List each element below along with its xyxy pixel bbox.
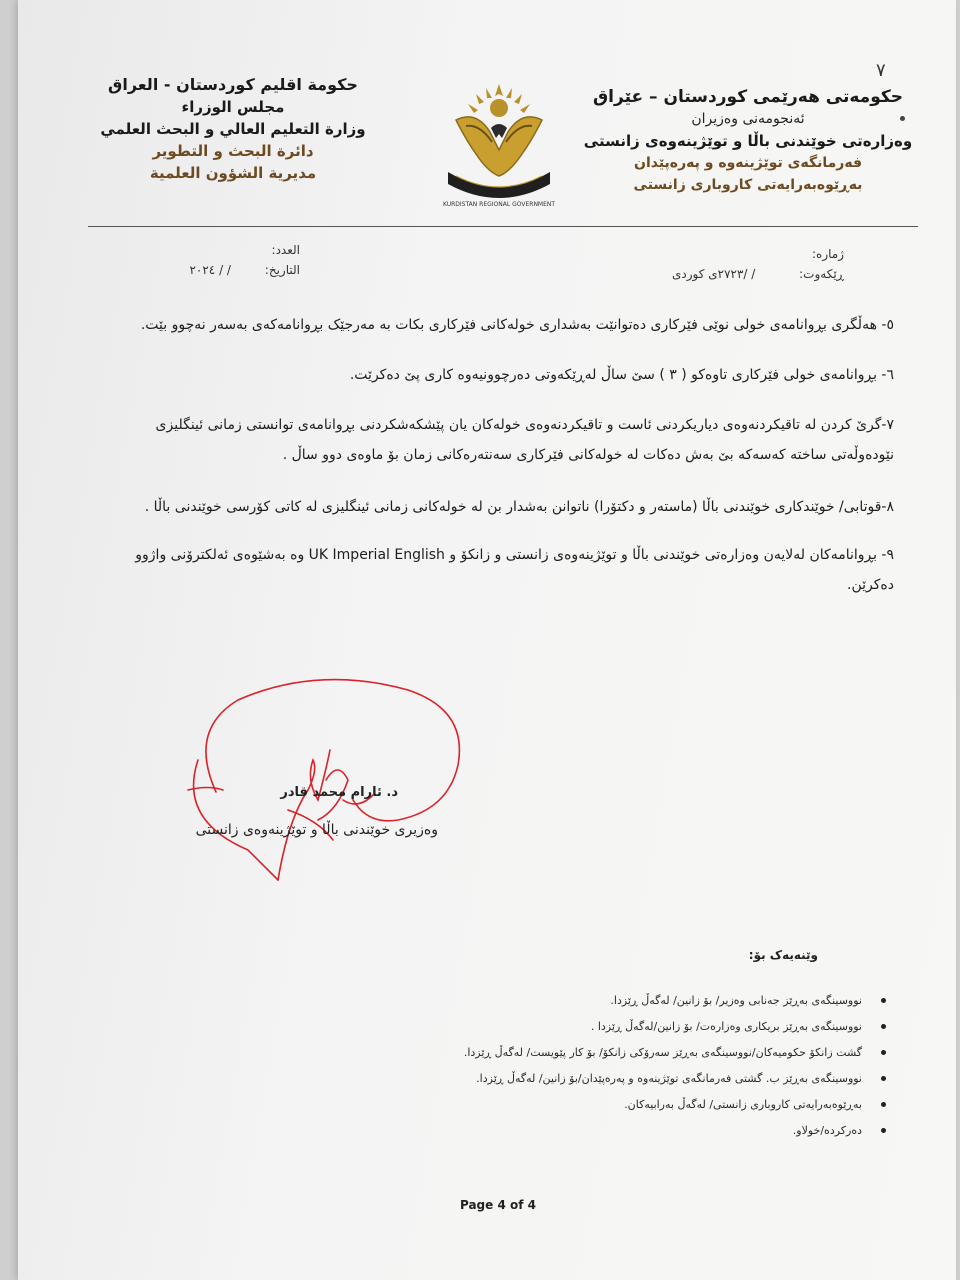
paragraph-9: ٩- بڕوانامەکان لەلایەن وەزارەتی خوێندنی باڵا و توێژینەوەی زانستی و زانکۆ و UK Imperial English وە بەشێوەی ئەلکترۆنی واژوو دەکرێن. [135,547,894,593]
signatory-name: د. ئارام محمد قادر [280,785,398,800]
bullet-icon [881,1050,886,1055]
page-label: Page [459,1198,494,1212]
copies-title: وێنەیەک بۆ: [748,948,818,962]
paragraph-5: ٥- هەڵگری بڕوانامەی خولی نوێی فێرکاری دەتوانێت بەشداری خولەکانی فێرکاری بکات بە مەرجێک بڕوانامەکەی بەسەر نەچوو بێت. [140,317,894,333]
header-ku-government: حکومەتی هەرێمی کوردستان – عێراق [592,87,903,107]
page-total: 4 [527,1198,537,1212]
number-label-ku: ژمارە: [811,247,844,261]
header-ar-department: مديرية الشؤون العلمية [149,164,317,182]
header-divider [88,226,918,227]
header-kurdish [578,86,918,196]
copies-item-text: نووسینگەی بەڕێز بریکاری وەزارەت/ بۆ زانین/لەگەڵ ڕێزدا . [590,1020,862,1033]
bullet-icon [881,1128,886,1133]
header-ku-council: ئەنجومەنی وەزیران [691,111,805,127]
header-ar-council: مجلس الوزراء [181,98,285,116]
bullet-icon [881,1102,886,1107]
header-ar-government: حكومة اقليم كوردستان - العراق [108,75,358,94]
paragraph-6: ٦- بڕوانامەی خولی فێرکاری تاوەکو ( ٣ ) سێ ساڵ لەڕێکەوتی دەرچوونیەوە کاری پێ دەکرێت. [349,367,894,383]
number-label-ar: العدد: [271,243,300,257]
copies-item [318,988,888,1014]
date-value-ku: / /٢٧٢٣ی کوردی [671,267,756,281]
copies-item [318,1040,888,1066]
header-ku-directorate: فەرمانگەی توێژینەوە و پەرەپێدان [634,155,862,171]
header-arabic [88,74,378,184]
bullet-icon [881,1076,886,1081]
page-footer [18,1198,960,1212]
kurdistan-emblem-icon [436,80,562,210]
emblem-caption: KURDISTAN REGIONAL GOVERNMENT [442,201,556,208]
copies-item-text: دەرکردە/خولاو. [792,1124,862,1137]
paragraph-7: ٧-گرێ کردن لە تاقیکردنەوەی دیاریکردنی ئاست و تاقیکردنەوەی خولەکان یان پێشکەشکردنی بڕوانامەی توانستی زمانی ئینگلیزی نێودەوڵەتی ساختە کەسەکە بێ بەش دەکات لە خولەکانی فێرکاری سەنتەرەکانی زمان بۆ ماوەی دوو ساڵ . [155,417,894,463]
copies-item-text: نووسینگەی بەڕێز جەنابی وەزیر/ بۆ زانین/ لەگەڵ ڕێزدا. [610,994,862,1007]
copies-item-text: بەڕێوەبەرایەتی کاروباری زانستی/ لەگەڵ بەرابیەکان. [624,1098,862,1111]
header-ku-ministry: وەزارەتی خوێندنی باڵا و توێژینەوەی زانستی [583,132,913,150]
copies-list [318,988,888,1144]
date-label-ku: ڕێکەوت: [799,267,844,281]
page-number: 4 [497,1198,506,1212]
copies-item [318,1118,888,1144]
bullet-icon [881,998,886,1003]
header-ku-department: بەڕێوەبەرایەتی کاروباری زانستی [633,177,863,193]
copies-item [318,1014,888,1040]
copies-item-text: نووسینگەی بەڕێز ب. گشتی فەرمانگەی توێژینەوە و پەرەپێدان/بۆ زانین/ لەگەڵ ڕێزدا. [476,1072,862,1085]
header-ar-ministry: وزارة التعليم العالي و البحث العلمي [100,120,366,138]
document-page [18,0,956,1280]
bullet-icon [881,1024,886,1029]
page-mark: ٧ [876,60,886,81]
header-ar-directorate: دائرة البحث و التطوير [152,142,314,160]
copies-item [318,1092,888,1118]
signatory-title: وەزیری خوێندنی باڵا و توێژینەوەی زانستی [195,822,438,838]
copies-item [318,1066,888,1092]
handwritten-signature [168,670,488,890]
date-value-ar: / / ٢٠٢٤ [189,263,231,277]
reference-kurdish [672,244,844,284]
copies-item-text: گشت زانکۆ حکومیەکان/نووسینگەی بەڕێز سەرۆکی زانکۆ/ بۆ کار پێویست/ لەگەڵ ڕێزدا. [463,1046,862,1059]
date-label-ar: التاريخ: [264,263,300,277]
paragraph-8: ٨-قوتابی/ خوێندکاری خوێندنی باڵا (ماستەر و دکتۆرا) ناتوانن بەشدار بن لە خولەکانی زمانی ئینگلیزی لە کاتی کۆرسی خوێندنی باڵا . [144,499,894,515]
reference-arabic [140,240,300,280]
page-of: of [510,1198,524,1212]
